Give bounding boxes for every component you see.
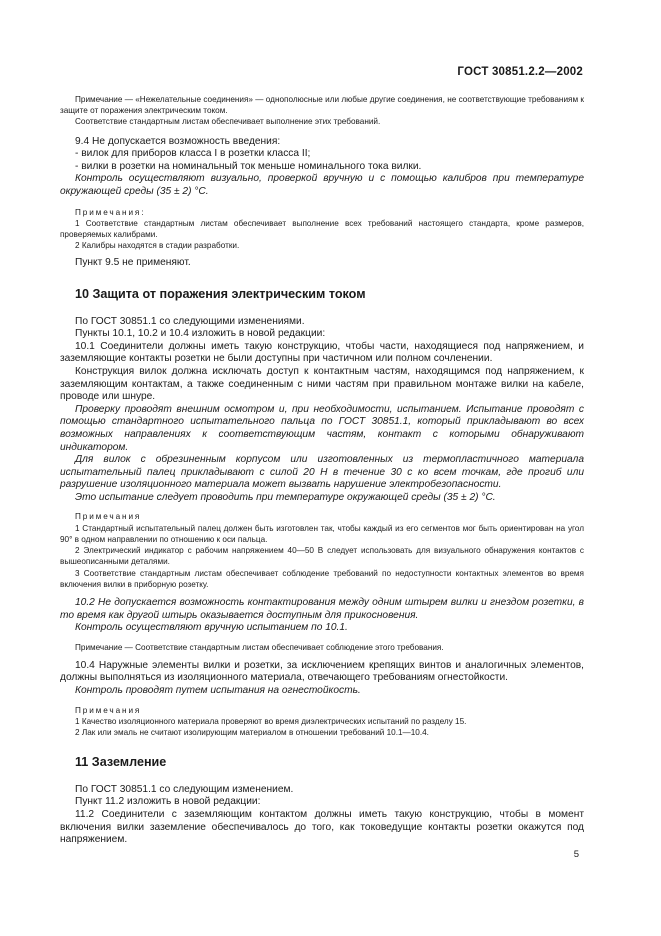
note-item: 1 Качество изоляционного материала проверяют во время диэлектрических испытаний по разделу 15. (75, 716, 467, 726)
list-item: - вилки в розетки на номинальный ток меньше номинального тока вилки. (75, 160, 422, 172)
notes-heading: Примечания: (75, 207, 146, 217)
paragraph: По ГОСТ 30851.1 со следующим изменением. (75, 783, 294, 795)
control-paragraph: Контроль осуществляют вручную испытанием по 10.1. (75, 622, 348, 634)
clause-10-1: 10.1 Соединители должны иметь такую конструкцию, чтобы части, находящиеся под напряжением, и заземляющие контакты розетки не были доступны при частичном или полном сочленении. (60, 340, 584, 365)
test-paragraph: Для вилок с обрезиненным корпусом или изготовленных из термопластичного материала испытательный палец прикладывают с силой 20 Н в течение 30 с ко всем точкам, где прогиб или разрушение изоляционного материала может вызвать нарушение электробезопасности. (60, 454, 584, 491)
notes-heading: Примечания (75, 705, 142, 715)
clause-10-2: 10.2 Не допускается возможность контактирования между одним штырем вилки и гнездом розетки, в то время как другой штырь оказывается доступным для прикосновения. (60, 596, 584, 621)
control-paragraph: Контроль осуществляют визуально, проверкой вручную и с помощью калибров при температуре окружающей среды (35 ± 2) °С. (60, 173, 584, 197)
document-body (60, 94, 584, 847)
paragraph: Пункт 11.2 изложить в новой редакции: (75, 796, 261, 808)
test-paragraph: Это испытание следует проводить при температуре окружающей среды (35 ± 2) °С. (75, 491, 496, 503)
page-number: 5 (573, 849, 579, 860)
note-paragraph: Соответствие стандартным листам обеспечивает выполнение этих требований. (75, 117, 381, 127)
note-item: 1 Стандартный испытательный палец должен быть изготовлен так, чтобы каждый из его сегментов мог быть ориентирован на угол 90° в одном направлении по отношению к оси пальца. (60, 523, 584, 544)
test-paragraph: Проверку проводят внешним осмотром и, при необходимости, испытанием. Испытание проводят с помощью стандартного испытательного пальца по ГОСТ 30851.1, который прикладывают во всех возможных направлениях к соответствующим частям, контакт с которыми обнаруживают индикатором. (60, 403, 584, 453)
note-paragraph: Примечание — Соответствие стандартным листам обеспечивает соблюдение этого требования. (75, 642, 444, 652)
paragraph: По ГОСТ 30851.1 со следующими изменениями. (75, 315, 305, 327)
section-heading-11: 11 Заземление (75, 755, 167, 770)
note-item: 2 Электрический индикатор с рабочим напряжением 40—50 В следует использовать для визуального обнаружения контактов с вышеописанными деталями. (60, 546, 584, 567)
document-header: ГОСТ 30851.2.2—2002 (457, 66, 583, 78)
clause-10-4: 10.4 Наружные элементы вилки и розетки, за исключением крепящих винтов и аналогичных элементов, должны выполняться из изоляционного материала, отвечающего требованиям огнестойкости. (60, 659, 584, 684)
control-paragraph: Контроль проводят путем испытания на огнестойкость. (75, 685, 361, 697)
note-item: 1 Соответствие стандартным листам обеспечивает выполнение всех требований настоящего стандарта, кроме размеров, проверяемых калибрами. (60, 218, 584, 239)
note-item: 3 Соответствие стандартным листам обеспечивает соблюдение требований по недоступности контактных элементов во время включения вилки в приборную розетку. (60, 568, 584, 589)
note-paragraph: Примечание — «Нежелательные соединения» — однополюсные или любые другие соединения, не соответствующие требованиям к защите от поражения электрическим током. (60, 95, 584, 116)
notes-heading: Примечания (75, 512, 142, 522)
section-heading-10: 10 Защита от поражения электрическим током (75, 286, 366, 301)
clause-9-4: 9.4 Не допускается возможность введения: (75, 135, 281, 147)
clause-11-2: 11.2 Соединители с заземляющим контактом должны иметь такую конструкцию, чтобы в момент включения вилки заземление обеспечивалось до того, как токоведущие контакты розетки окажутся под напряжением. (60, 809, 584, 846)
paragraph: Пункт 9.5 не применяют. (75, 257, 191, 269)
paragraph: Пункты 10.1, 10.2 и 10.4 изложить в новой редакции: (75, 328, 326, 340)
note-item: 2 Лак или эмаль не считают изолирующим материалом в отношении требований 10.1—10.4. (75, 728, 429, 738)
list-item: - вилок для приборов класса I в розетки класса II; (75, 148, 311, 160)
paragraph: Конструкция вилок должна исключать доступ к контактным частям, находящимся под напряжением, к заземляющим контактам, а также соединенным с ними частям при правильном монтаже вилки на кабеле, проводе или шнуре. (60, 365, 584, 403)
note-item: 2 Калибры находятся в стадии разработки. (75, 241, 240, 251)
